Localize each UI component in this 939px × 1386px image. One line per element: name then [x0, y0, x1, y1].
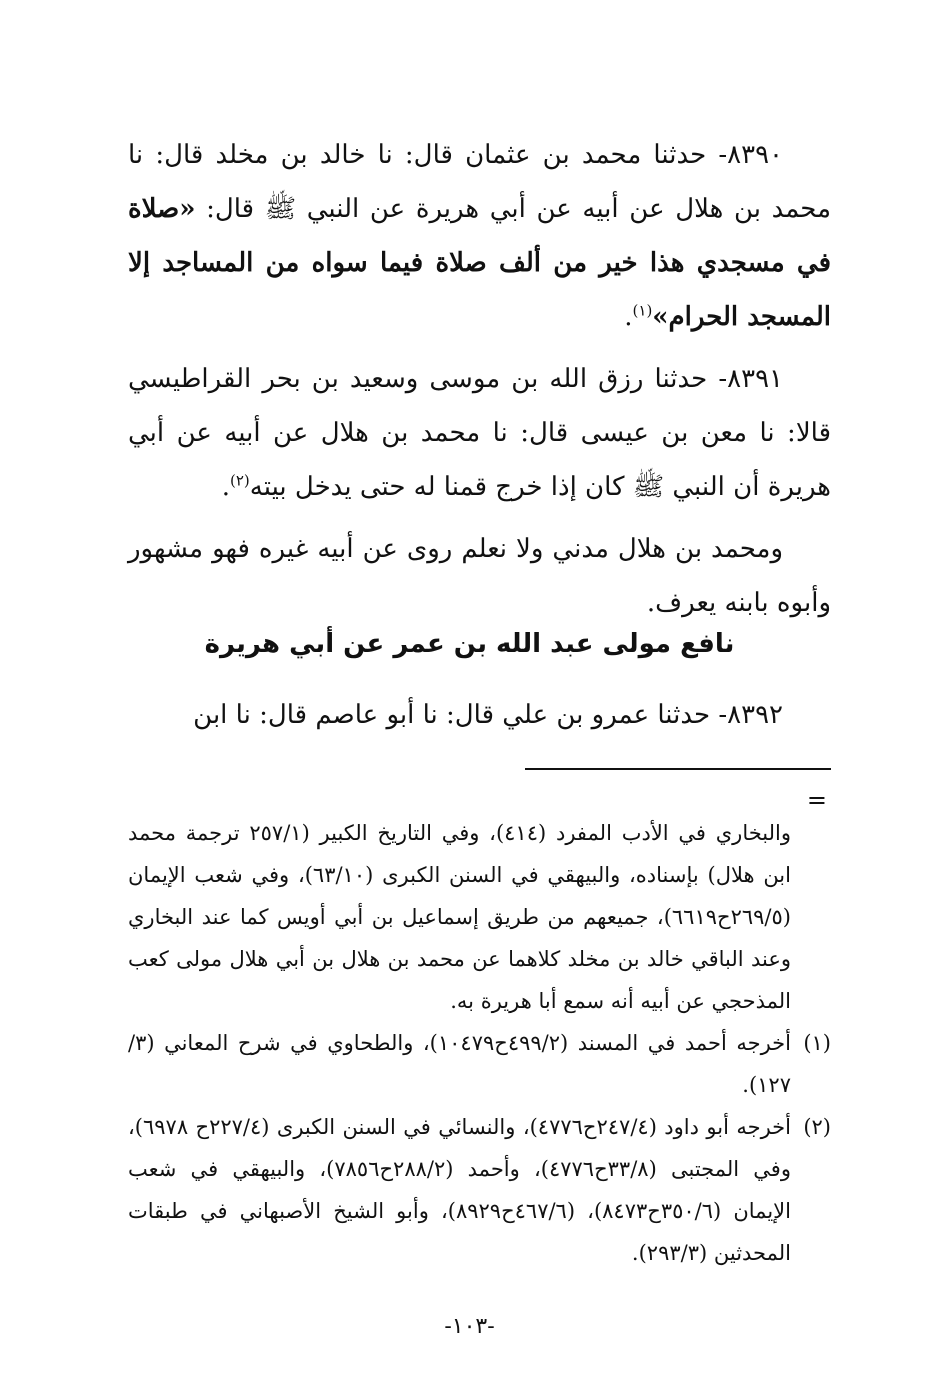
hadith-number: ٨٣٩١-: [718, 364, 783, 394]
hadith-8390: [128, 128, 831, 344]
footnote-separator: [525, 768, 831, 770]
sentence-end: .: [221, 472, 230, 502]
hadith-number: ٨٣٩٠-: [718, 140, 783, 170]
continuation-mark: =: [806, 786, 827, 814]
footnote-text: أخرجه أحمد في المسند (٤٩٩/٢ح١٠٤٧٩)، والطحاوي في شرح المعاني (٣/ ١٢٧).: [128, 1031, 791, 1097]
footnotes: [128, 812, 831, 1274]
footnote-label: (٢): [803, 1115, 831, 1139]
footnote-1: [128, 1022, 831, 1106]
main-text: [128, 128, 831, 630]
hadith-8391: [128, 352, 831, 514]
footnote-label: (١): [803, 1031, 831, 1055]
section-heading: نافع مولى عبد الله بن عمر عن أبي هريرة: [204, 629, 735, 659]
hadith-number: ٨٣٩٢-: [718, 700, 783, 730]
footnote-continuation: والبخاري في الأدب المفرد (٤١٤)، وفي التاريخ الكبير (٢٥٧/١ ترجمة محمد ابن هلال) بإسناده، والبيهقي في السنن الكبرى (٦٣/١٠)، وفي شعب الإيمان (٢٦٩/٥ح٦٦١٩)، جميعهم من طريق إسماعيل بن أبي أويس كما عند البخاري وعند الباقي خالد بن مخلد كلاهما عن محمد بن هلال بن أبي هلال مولى كعب المذحجي عن أبيه أنه سمع أبا هريرة به.: [128, 821, 791, 1013]
hadith-text: حدثنا رزق الله بن موسى وسعيد بن بحر القراطيسي قالا: نا معن بن عيسى قال: نا محمد بن هلال عن أبيه عن أبي هريرة أن النبي ﷺ كان إذا خرج قمنا له حتى يدخل بيته: [128, 364, 831, 502]
footnote-text: أخرجه أبو داود (٢٤٧/٤ح٤٧٧٦)، والنسائي في السنن الكبرى (٢٢٧/٤ح ٦٩٧٨)، وفي المجتبى (٣٣/٨ح٤٧٧٦)، وأحمد (٢٨٨/٢ح٧٨٥٦)، والبيهقي في شعب الإيمان (٣٥٠/٦ح٨٤٧٣)، (٤٦٧/٦ح٨٩٢٩)، وأبو الشيخ الأصبهاني في طبقات المحدثين (٢٩٣/٣).: [128, 1115, 791, 1265]
footnote-ref-1[interactable]: (١): [632, 301, 653, 320]
hadith-matn-bold: «صلاة في مسجدي هذا خير من ألف صلاة فيما سواه من المساجد إلا المسجد الحرام»: [128, 194, 831, 332]
footnote-2: [128, 1106, 831, 1274]
hadith-text: حدثنا عمرو بن علي قال: نا أبو عاصم قال: نا ابن: [193, 700, 719, 730]
commentary-paragraph: ومحمد بن هلال مدني ولا نعلم روى عن أبيه غيره فهو مشهور وأبوه بابنه يعرف.: [128, 534, 831, 618]
page-number: -١٠٣-: [444, 1314, 495, 1339]
hadith-text: حدثنا محمد بن عثمان قال: نا خالد بن مخلد قال: نا محمد بن هلال عن أبيه عن أبي هريرة عن النبي ﷺ قال:: [128, 140, 831, 224]
hadith-8392: [128, 688, 831, 742]
footnote-ref-2[interactable]: (٢): [230, 471, 250, 490]
sentence-end: .: [624, 302, 633, 332]
